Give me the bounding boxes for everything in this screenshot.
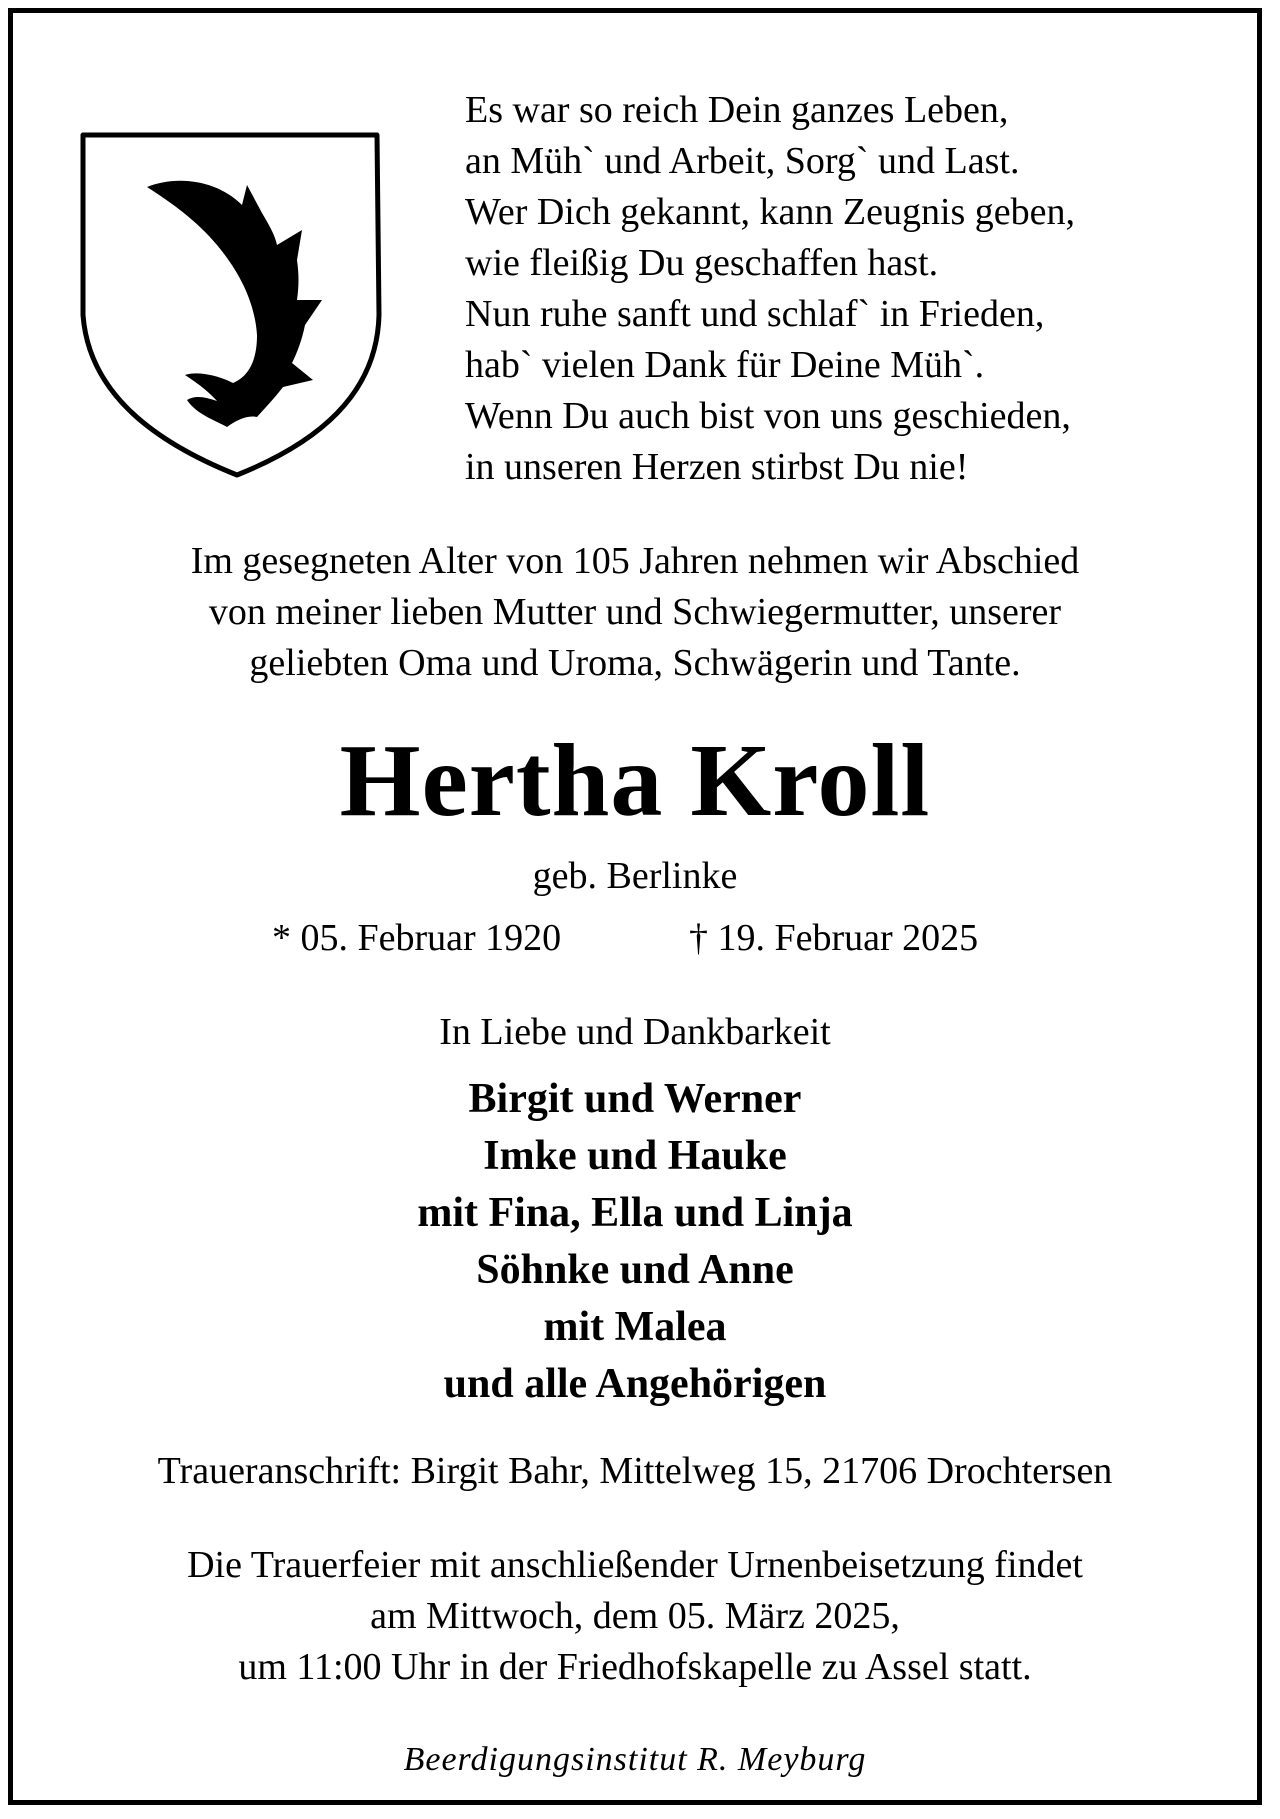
family-line: mit Malea xyxy=(543,1304,727,1350)
death-date: † 19. Februar 2025 xyxy=(689,917,979,959)
poem xyxy=(465,85,1225,493)
poem-line: Nun ruhe sanft und schlaf` in Frieden, xyxy=(465,293,1045,335)
birth-date: * 05. Februar 1920 xyxy=(272,917,562,959)
poem-line: Wenn Du auch bist von uns geschieden, xyxy=(465,395,1071,437)
service-info xyxy=(13,1540,1257,1693)
poem-line: Wer Dich gekannt, kann Zeugnis geben, xyxy=(465,191,1076,233)
intro-text xyxy=(13,536,1257,689)
deceased-name: Hertha Kroll xyxy=(339,723,931,838)
family-line: Birgit und Werner xyxy=(468,1076,802,1122)
poem-line: an Müh` und Arbeit, Sorg` und Last. xyxy=(465,140,1020,182)
birth-name: geb. Berlinke xyxy=(532,855,738,897)
antler-coat-of-arms-icon xyxy=(77,125,397,485)
service-line: Die Trauerfeier mit anschließender Urnenbeisetzung findet xyxy=(187,1544,1083,1586)
family-line: und alle Angehörigen xyxy=(443,1361,827,1407)
life-dates xyxy=(13,913,1257,963)
love-line: In Liebe und Dankbarkeit xyxy=(439,1011,831,1053)
poem-line: Es war so reich Dein ganzes Leben, xyxy=(465,89,1009,131)
service-line: um 11:00 Uhr in der Friedhofskapelle zu Assel statt. xyxy=(238,1646,1032,1688)
poem-line: hab` vielen Dank für Deine Müh`. xyxy=(465,344,985,386)
service-line: am Mittwoch, dem 05. März 2025, xyxy=(370,1595,900,1637)
family-line: Imke und Hauke xyxy=(483,1133,787,1179)
intro-line: von meiner lieben Mutter und Schwiegermutter, unserer xyxy=(208,591,1062,633)
intro-line: Im gesegneten Alter von 105 Jahren nehmen wir Abschied xyxy=(190,540,1080,582)
family-line: Söhnke und Anne xyxy=(476,1247,794,1293)
mourning-address: Traueranschrift: Birgit Bahr, Mittelweg 15, 21706 Drochtersen xyxy=(157,1450,1113,1492)
family-line: mit Fina, Ella und Linja xyxy=(417,1190,853,1236)
obituary-notice xyxy=(8,8,1262,1805)
family-list xyxy=(13,1071,1257,1413)
intro-line: geliebten Oma und Uroma, Schwägerin und Tante. xyxy=(249,642,1021,684)
funeral-home: Beerdigungsinstitut R. Meyburg xyxy=(403,1741,867,1778)
poem-line: in unseren Herzen stirbst Du nie! xyxy=(465,446,969,488)
poem-line: wie fleißig Du geschaffen hast. xyxy=(465,242,939,284)
